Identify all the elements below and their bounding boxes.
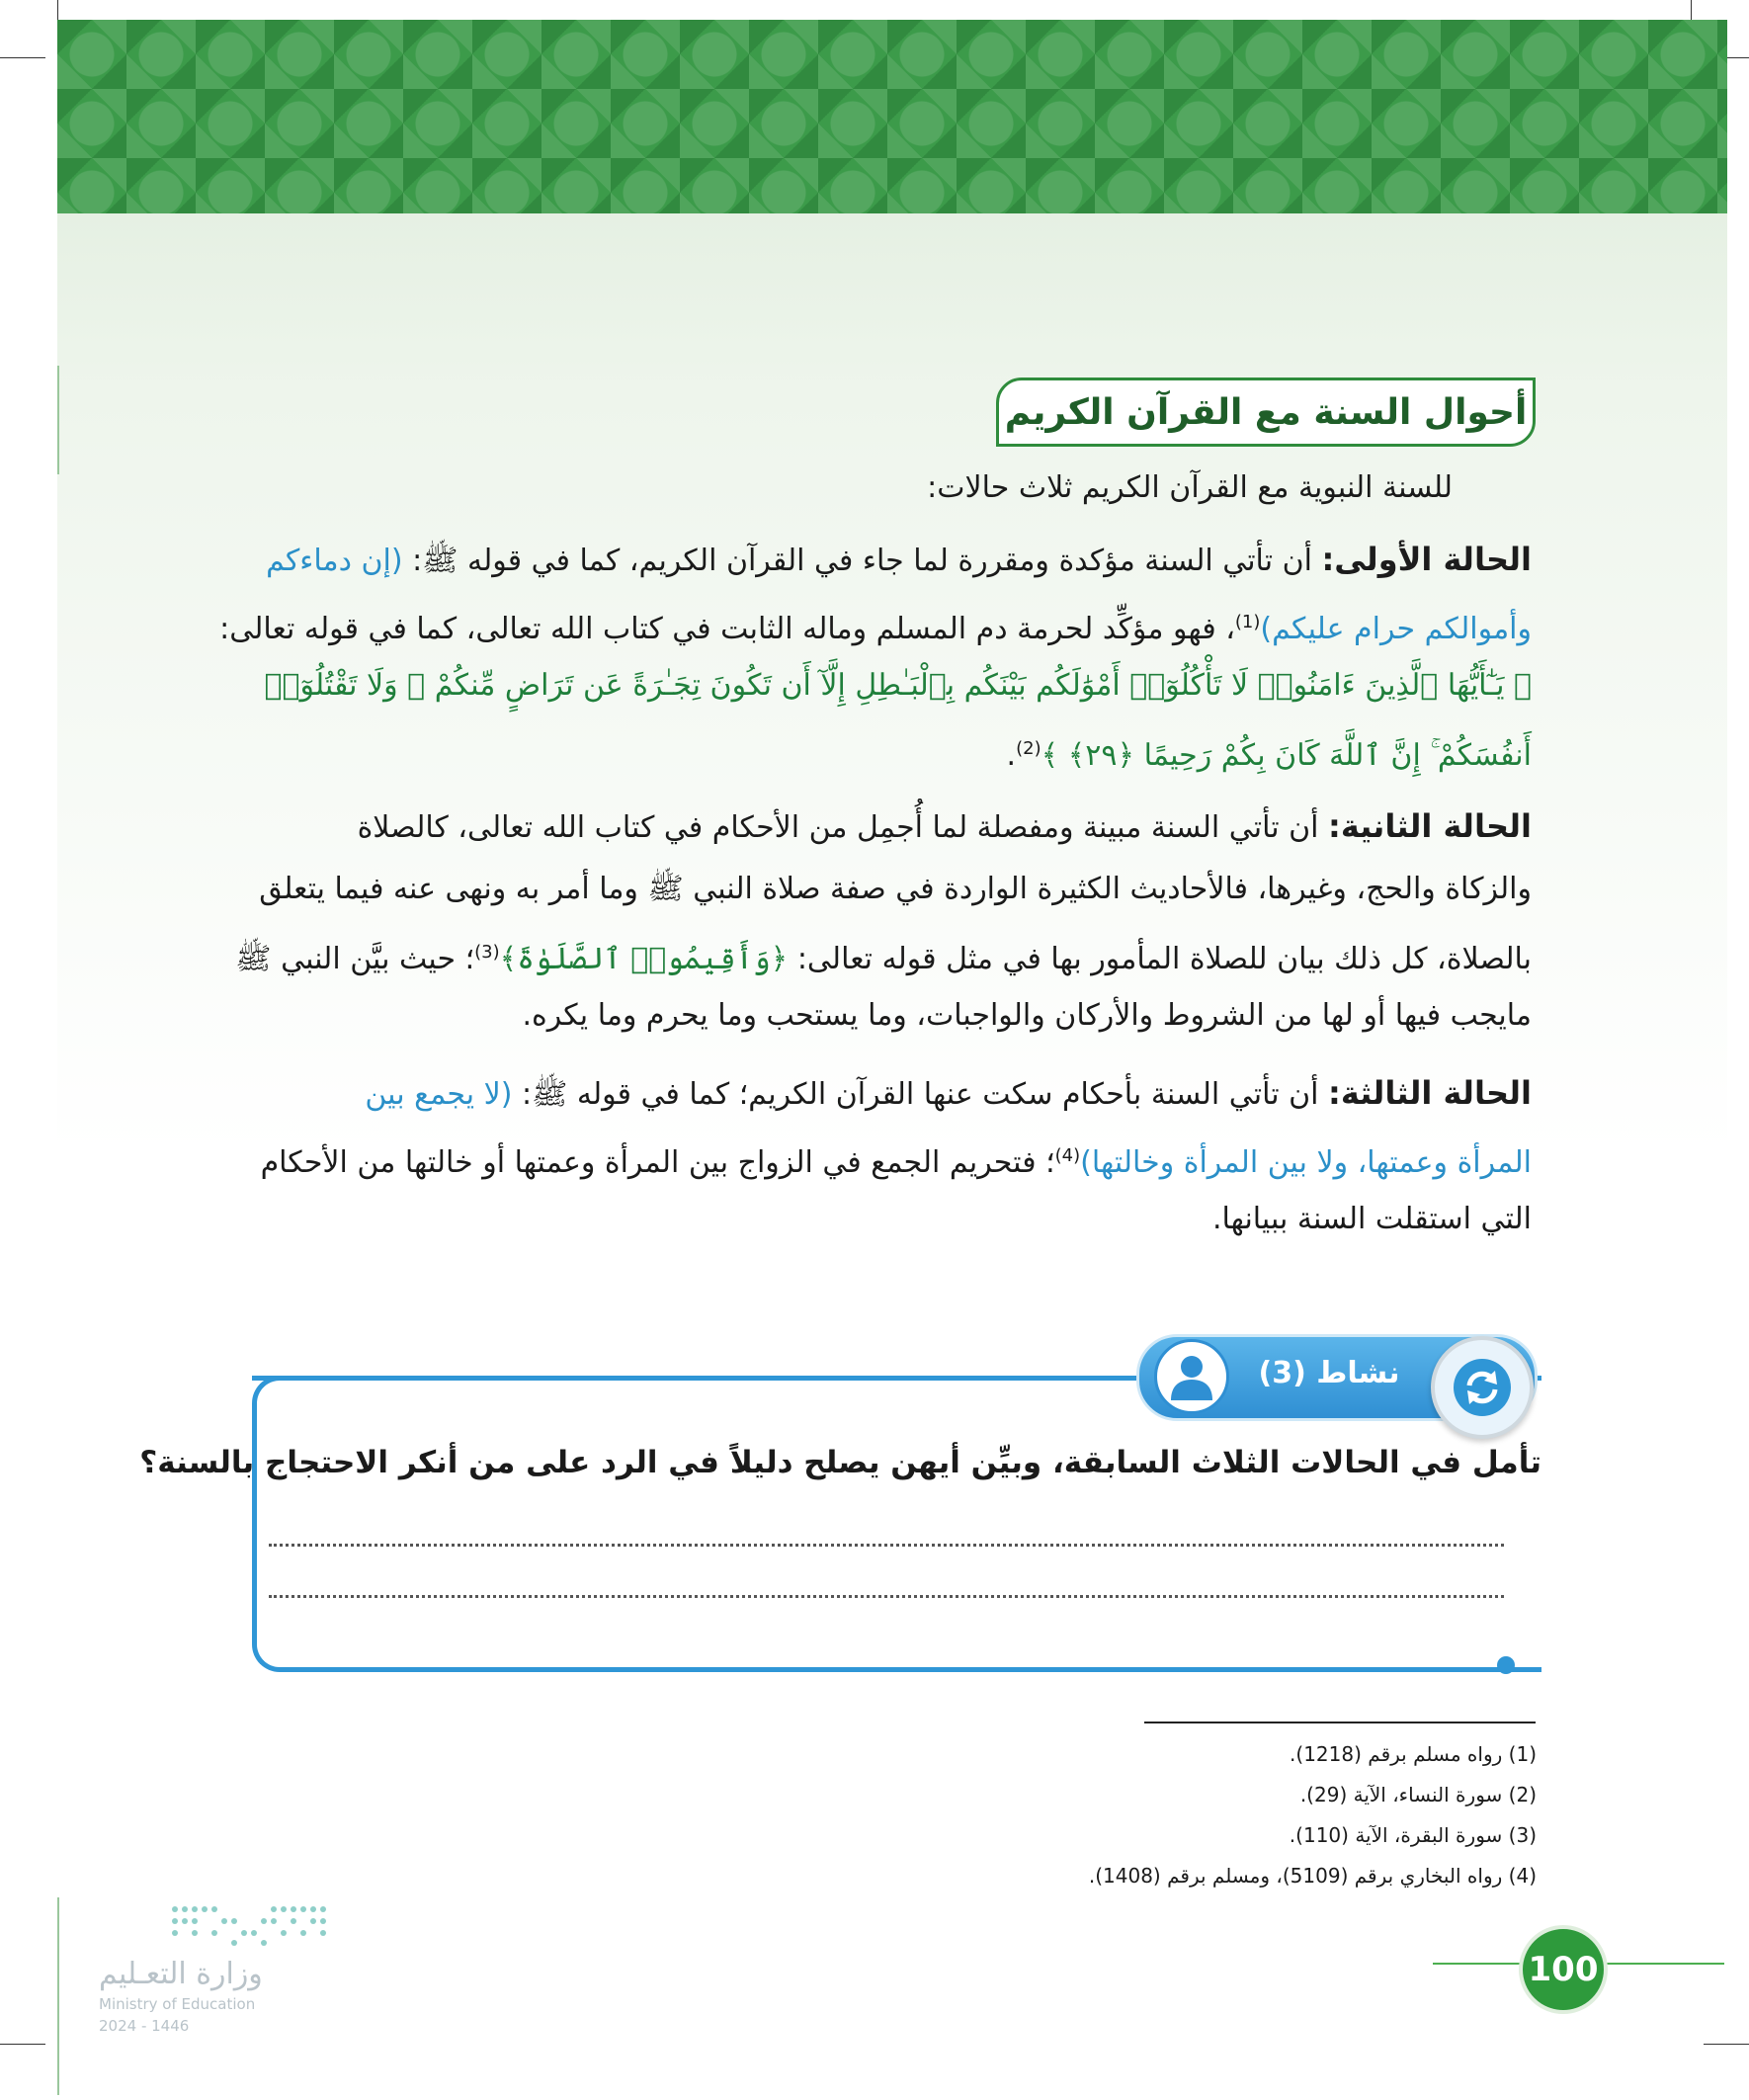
case1-line2: [219, 591, 1532, 661]
crop-mark: [0, 57, 45, 58]
case2-text-3a: بالصلاة، كل ذلك بيان للصلاة المأمور بها في مثل قوله تعالى:: [796, 942, 1532, 976]
page-number-rule: [1433, 1963, 1522, 1965]
case3-text-2: ؛ فتحريم الجمع في الزواج بين المرأة وعمتها أو خالتها من الأحكام: [260, 1145, 1055, 1180]
footnote-ref-2: (2): [1016, 738, 1041, 759]
case3-line2: [261, 1125, 1532, 1195]
case2-text-1: أن تأتي السنة مبينة ومفصلة لما أُجمِل من الأحكام في كتاب الله تعالى، كالصلاة: [357, 810, 1319, 845]
header-pattern-band: [57, 20, 1727, 213]
crop-mark: [0, 2044, 45, 2045]
case2-verse: ﴿وَأَقِيمُوا۟ ٱلصَّلَوٰةَ﴾: [499, 942, 789, 976]
case1-line1: [266, 528, 1532, 593]
case2-line3: [235, 921, 1532, 991]
activity-question: تأمل في الحالات الثلاث السابقة، وبيِّن أيهن يصلح دليلاً في الرد على من أنكر الاحتجاج بالسنة؟: [139, 1445, 1541, 1480]
page-number-rule: [1606, 1963, 1724, 1965]
lesson-body: [219, 457, 1532, 1267]
case2-line1: [358, 795, 1532, 860]
student-avatar-icon: [1154, 1339, 1229, 1414]
footnote-ref-1: (1): [1234, 612, 1261, 632]
case2-text-3b: ؛ حيث بيَّن النبي ﷺ: [235, 942, 475, 976]
case1-verse-line2: أَنفُسَكُمْ ۚ إِنَّ ٱللَّهَ كَانَ بِكُمْ رَحِيمًا ﴿٢٩﴾ ﴾$^{(2)}$.: [1006, 738, 1532, 773]
case1-hadith-start: (إن دماءكم: [266, 544, 403, 578]
activity-box-end-dot: [1497, 1656, 1515, 1674]
case2-label: الحالة الثانية:: [1328, 807, 1532, 845]
ministry-name-arabic: وزارة التعـليم: [99, 1957, 263, 1991]
margin-rule: [57, 1897, 59, 2095]
answer-line-1[interactable]: [269, 1544, 1504, 1547]
case3-text: أن تأتي السنة بأحكام سكت عنها القرآن الكريم؛ كما في قوله ﷺ:: [522, 1077, 1319, 1112]
case1-text: أن تأتي السنة مؤكدة ومقررة لما جاء في القرآن الكريم، كما في قوله ﷺ:: [412, 544, 1312, 578]
case1-text-2: ، فهو مؤكِّد لحرمة دم المسلم وماله الثابت في كتاب الله تعالى، كما في قوله تعالى:: [219, 612, 1235, 646]
case3-line1: [365, 1061, 1532, 1127]
crop-mark: [1704, 2044, 1749, 2045]
case1-verse-line1: ﴿ يَـٰٓأَيُّهَا ٱلَّذِينَ ءَامَنُوا۟ لَا تَأْكُلُوٓا۟ أَمْوَٰلَكُم بَيْنَكُم بِٱلْبَـٰطِلِ إِلَّآ أَن تَكُونَ تِجَـٰرَةً عَن تَرَاضٍ مِّنكُمْ ۚ وَلَا تَقْتُلُوٓا۟: [264, 668, 1532, 703]
case3-hadith-start: (لا يجمع بين: [365, 1077, 513, 1112]
ministry-name-english: Ministry of Education: [99, 1995, 256, 2013]
footnote-2: (2) سورة النساء، الآية (29).: [1299, 1783, 1537, 1806]
case3-label: الحالة الثالثة:: [1328, 1074, 1532, 1112]
footnote-ref-4: (4): [1054, 1145, 1081, 1166]
footnote-separator: [1144, 1722, 1536, 1723]
page-number: 100: [1519, 1925, 1608, 2014]
ministry-logo-icon: [170, 1901, 328, 1947]
footnote-1: (1) رواه مسلم برقم (1218).: [1290, 1742, 1537, 1766]
footnote-3: (3) سورة البقرة، الآية (110).: [1289, 1823, 1537, 1847]
case3-hadith-end: المرأة وعمتها، ولا بين المرأة وخالتها): [1080, 1145, 1532, 1180]
activity-label: نشاط (3): [1258, 1356, 1400, 1390]
footnote-ref-3: (3): [474, 942, 500, 963]
case2-line4: مايجب فيها أو لها من الشروط والأركان والواجبات، وما يستحب وما يحرم وما يكره.: [522, 998, 1532, 1033]
ministry-year: 2024 - 1446: [99, 2017, 190, 2035]
margin-rule: [57, 366, 59, 474]
case3-line3: التي استقلت السنة ببيانها.: [1211, 1202, 1532, 1236]
answer-line-2[interactable]: [269, 1595, 1504, 1598]
section-title: [996, 378, 1536, 447]
activity-box-border: [252, 1376, 1146, 1381]
case1-label: الحالة الأولى:: [1321, 541, 1532, 578]
case1-verse-end: أَنفُسَكُمْ ۚ إِنَّ ٱللَّهَ كَانَ بِكُمْ رَحِيمًا ﴿٢٩﴾ ﴾: [1041, 738, 1532, 773]
refresh-icon: [1431, 1336, 1534, 1439]
footnote-4: (4) رواه البخاري برقم (5109)، ومسلم برقم (1408).: [1088, 1864, 1537, 1888]
section-title-text: أحوال السنة مع القرآن الكريم: [1004, 391, 1528, 433]
case2-line2: والزكاة والحج، وغيرها، فالأحاديث الكثيرة الواردة في صفة صلاة النبي ﷺ وما أمر به ونهى عنه فيما يتعلق: [259, 872, 1532, 906]
case1-hadith-end: وأموالكم حرام عليكم): [1260, 612, 1532, 646]
intro-line: للسنة النبوية مع القرآن الكريم ثلاث حالات:: [927, 470, 1453, 505]
